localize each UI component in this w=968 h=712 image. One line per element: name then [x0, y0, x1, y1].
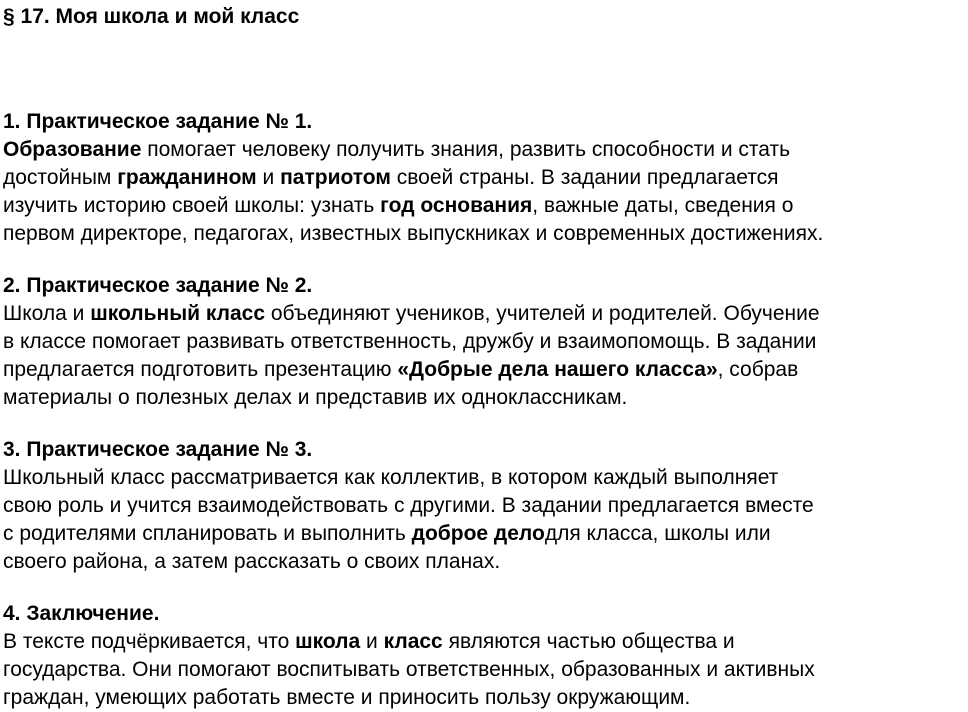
text-run: В тексте подчёркивается, что	[3, 630, 296, 653]
text-run: своей страны. В задании предлагается	[390, 166, 779, 189]
text-run: и	[256, 166, 281, 189]
text-run: достойным	[3, 166, 118, 189]
section-heading: 1. Практическое задание № 1.	[3, 110, 313, 133]
bold-term: Образование	[3, 138, 142, 161]
text-run: с родителями спланировать и выполнить	[3, 522, 412, 545]
text-line	[3, 492, 965, 520]
text-run: свою роль и учится взаимодействовать с другими. В задании предлагается вместе	[3, 494, 814, 517]
text-line	[3, 192, 965, 220]
section-body	[3, 300, 965, 412]
text-run: , важные даты, сведения о	[532, 194, 794, 217]
text-run: предлагается подготовить презентацию	[3, 358, 398, 381]
section-heading: 4. Заключение.	[3, 602, 160, 625]
text-line	[3, 384, 965, 412]
text-line	[3, 548, 965, 576]
text-line	[3, 164, 965, 192]
text-line	[3, 328, 965, 356]
text-run: Школьный класс рассматривается как коллектив, в котором каждый выполняет	[3, 466, 779, 489]
section-conclusion	[3, 600, 965, 712]
bold-term: «Добрые дела нашего класса»	[397, 358, 718, 381]
text-run: в классе помогает развивать ответственность, дружбу и взаимопомощь. В задании	[3, 330, 817, 353]
text-line	[3, 300, 965, 328]
text-run: Школа и	[3, 302, 91, 325]
text-run: и	[360, 630, 384, 653]
section-body	[3, 136, 965, 248]
section-task-3	[3, 436, 965, 576]
text-run: объединяют учеников, учителей и родителей. Обучение	[265, 302, 820, 325]
text-line	[3, 628, 965, 656]
text-run: своего района, а затем рассказать о своих планах.	[3, 550, 501, 573]
text-run: для класса, школы или	[544, 522, 771, 545]
text-line	[3, 356, 965, 384]
text-line	[3, 136, 965, 164]
section-body	[3, 464, 965, 576]
section-task-2	[3, 272, 965, 412]
text-run: помогает человеку получить знания, развить способности и стать	[141, 138, 791, 161]
text-line	[3, 464, 965, 492]
text-line	[3, 684, 965, 712]
section-body	[3, 628, 965, 712]
bold-term: школа	[295, 630, 361, 653]
page-title: § 17. Моя школа и мой класс	[3, 5, 300, 28]
bold-term: школьный класс	[90, 302, 266, 325]
text-run: государства. Они помогают воспитывать ответственных, образованных и активных	[3, 658, 815, 681]
text-run: материалы о полезных делах и представив их одноклассникам.	[3, 386, 628, 409]
section-heading: 3. Практическое задание № 3.	[3, 438, 313, 461]
text-run: изучить историю своей школы: узнать	[3, 194, 381, 217]
section-heading: 2. Практическое задание № 2.	[3, 274, 313, 297]
text-line	[3, 656, 965, 684]
bold-term: гражданином	[117, 166, 257, 189]
bold-term: год основания	[380, 194, 533, 217]
text-line	[3, 220, 965, 248]
bold-term: доброе дело	[411, 522, 545, 545]
text-line	[3, 520, 965, 548]
bold-term: патриотом	[280, 166, 391, 189]
text-run: первом директоре, педагогах, известных выпускниках и современных достижениях.	[3, 222, 824, 245]
text-run: являются частью общества и	[442, 630, 735, 653]
bold-term: класс	[383, 630, 443, 653]
text-run: , собрав	[717, 358, 799, 381]
text-run: граждан, умеющих работать вместе и приносить пользу окружающим.	[3, 686, 691, 709]
section-task-1	[3, 108, 965, 248]
